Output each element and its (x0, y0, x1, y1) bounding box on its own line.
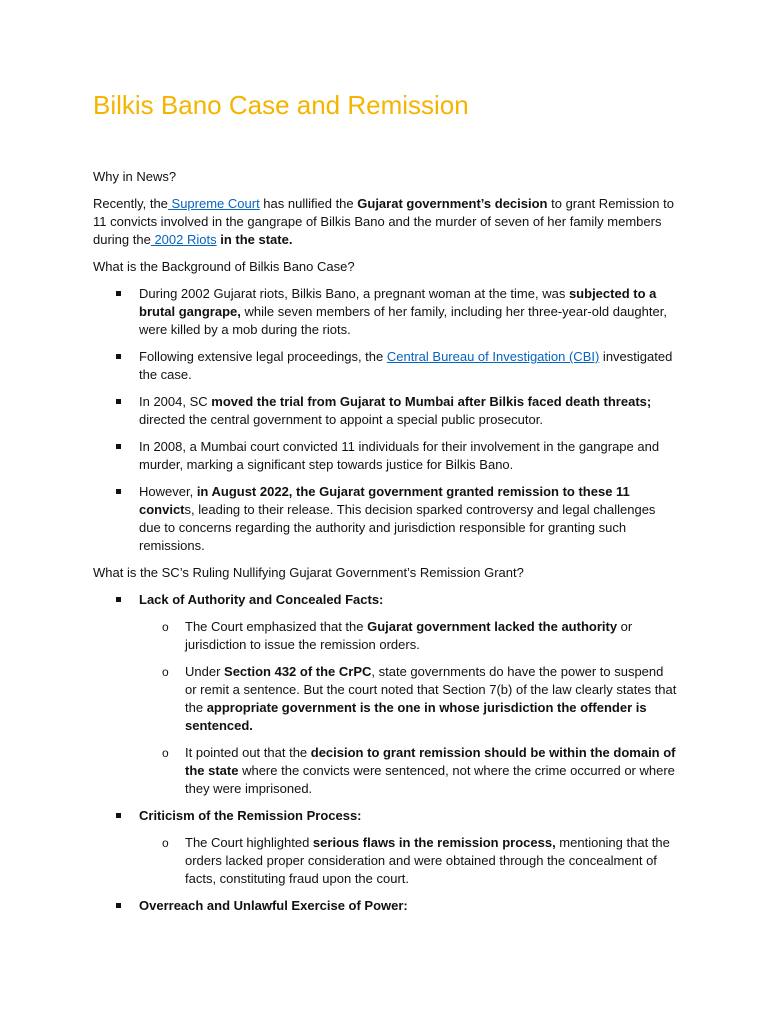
list-item: Following extensive legal proceedings, the Central Bureau of Investigation (CBI) investigated the case. (93, 348, 677, 384)
cbi-link[interactable]: Central Bureau of Investigation (CBI) (386, 349, 600, 364)
page-title: Bilkis Bano Case and Remission (93, 90, 469, 120)
list-item: Criticism of the Remission Process: o The Court highlighted serious flaws in the remission process, mentioning that the orders lacked proper consideration and were obtained through the concealment of facts, constituting fraud upon the court. (93, 807, 677, 888)
intro-paragraph: Recently, the Supreme Court has nullified the Gujarat government’s decision to grant Remission to 11 convicts involved in the gangrape of Bilkis Bano and the murder of seven of her family members during the 2002 Riots in the state. (93, 196, 674, 247)
2002-riots-link[interactable]: 2002 Riots (150, 232, 217, 247)
ruling-heading: What is the SC’s Ruling Nullifying Gujarat Government’s Remission Grant? (93, 565, 524, 580)
sub-list-item: o The Court highlighted serious flaws in the remission process, mentioning that the orders lacked proper consideration and were obtained through the concealment of facts, constituting fraud upon the court. (139, 834, 677, 888)
sub-list (139, 834, 677, 888)
supreme-court-link[interactable]: Supreme Court (167, 196, 260, 211)
ruling-list (93, 591, 677, 915)
sub-list-item: o The Court emphasized that the Gujarat government lacked the authority or jurisdiction to issue the remission orders. (139, 618, 677, 654)
list-item: Overreach and Unlawful Exercise of Power: (93, 897, 677, 915)
background-list (93, 285, 677, 555)
list-item: During 2002 Gujarat riots, Bilkis Bano, a pregnant woman at the time, was subjected to a brutal gangrape, while seven members of her family, including her three-year-old daughter, were killed by a mob during the riots. (93, 285, 677, 339)
list-item: Lack of Authority and Concealed Facts: o The Court emphasized that the Gujarat government lacked the authority or jurisdiction to issue the remission orders. o Under Section 432 of the CrPC, state governments do have the power to suspend or remit a sentence. But the court noted that Section 7(b) of the law clearly states that the appropriate government is the one in whose jurisdiction the offender is sentenced. o It pointed out that the decision to grant remission should be within the domain of the state where the convicts were sentenced, not where the crime occurred or where they were imprisoned. (93, 591, 677, 798)
why-in-news-heading: Why in News? (93, 169, 177, 184)
list-item: In 2004, SC moved the trial from Gujarat to Mumbai after Bilkis faced death threats; directed the central government to appoint a special public prosecutor. (93, 393, 677, 429)
list-item: In 2008, a Mumbai court convicted 11 individuals for their involvement in the gangrape and murder, marking a significant step towards justice for Bilkis Bano. (93, 438, 677, 474)
list-item: However, in August 2022, the Gujarat government granted remission to these 11 convicts, leading to their release. This decision sparked controversy and legal challenges due to concerns regarding the authority and jurisdiction responsible for granting such remissions. (93, 483, 677, 555)
sub-list (139, 618, 677, 798)
sub-list-item: o Under Section 432 of the CrPC, state governments do have the power to suspend or remit a sentence. But the court noted that Section 7(b) of the law clearly states that the appropriate government is the one in whose jurisdiction the offender is sentenced. (139, 663, 677, 735)
background-heading: What is the Background of Bilkis Bano Case? (93, 259, 355, 274)
sub-list-item: o It pointed out that the decision to grant remission should be within the domain of the state where the convicts were sentenced, not where the crime occurred or where they were imprisoned. (139, 744, 677, 798)
document-body (93, 88, 677, 924)
